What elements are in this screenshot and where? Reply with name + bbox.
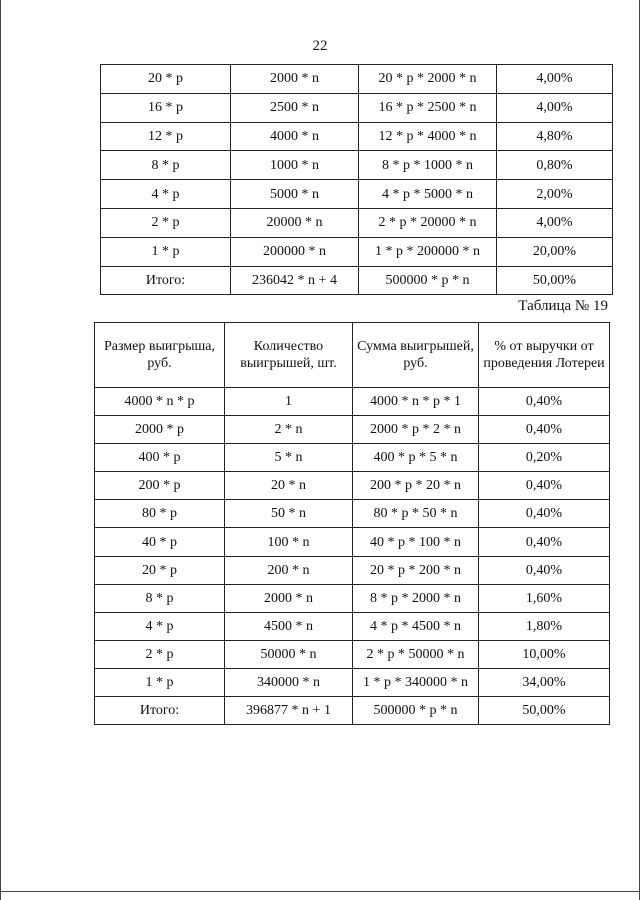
table-row [95,388,610,416]
table-cell: 200 * р * 20 * n [353,472,479,500]
scan-bottom-edge [0,891,640,892]
table-cell: 2000 * n [231,65,359,94]
table-cell: 2 * р * 50000 * n [353,640,479,668]
table-row [95,584,610,612]
table-cell: 396877 * n + 1 [225,697,353,725]
table-row [95,444,610,472]
table-cell: 4,00% [497,65,613,94]
table-cell: Итого: [95,697,225,725]
table-cell: 100 * n [225,528,353,556]
table-cell: 1 [225,388,353,416]
table-18-body [101,65,613,295]
table-cell: 1 * р [101,237,231,266]
header-prize-count: Количество выигрышей, шт. [225,323,353,388]
table-cell: 10,00% [479,640,610,668]
table-row [101,122,613,151]
table-cell: 200 * n [225,556,353,584]
table-row [95,640,610,668]
table-cell: 4,80% [497,122,613,151]
table-cell: 34,00% [479,668,610,696]
header-prize-size: Размер выигрыша, руб. [95,323,225,388]
table-cell: 5 * n [225,444,353,472]
table-row [95,500,610,528]
table-cell: 2000 * р * 2 * n [353,416,479,444]
table-cell: 500000 * р * n [359,266,497,295]
table-cell: 500000 * р * n [353,697,479,725]
table-cell: 1 * р [95,668,225,696]
table-cell: 340000 * n [225,668,353,696]
table-row [95,668,610,696]
table-cell: 20 * р [101,65,231,94]
table-cell: 8 * р [95,584,225,612]
table-19 [94,322,610,725]
table-cell: 4000 * n * р [95,388,225,416]
table-cell: 4,00% [497,93,613,122]
table-19-header-row [95,323,610,388]
table-cell: 2,00% [497,180,613,209]
table-cell: 2000 * n [225,584,353,612]
table-cell: 50,00% [497,266,613,295]
table-row [101,208,613,237]
table-cell: 1 * р * 200000 * n [359,237,497,266]
table-cell: 2500 * n [231,93,359,122]
table-cell: 4 * р * 4500 * n [353,612,479,640]
table-cell: 400 * р [95,444,225,472]
table-cell: 4 * р [95,612,225,640]
table-cell: 12 * р * 4000 * n [359,122,497,151]
table-cell: 0,80% [497,151,613,180]
table-row [101,151,613,180]
table-cell: 4 * р * 5000 * n [359,180,497,209]
page-number: 22 [312,38,328,54]
table-row [101,65,613,94]
table-cell: 200 * р [95,472,225,500]
table-cell: 16 * р [101,93,231,122]
table-cell: 50,00% [479,697,610,725]
table-cell: 0,40% [479,528,610,556]
header-prize-sum: Сумма выигрышей, руб. [353,323,479,388]
table-cell: 20 * р * 200 * n [353,556,479,584]
table-row [95,528,610,556]
table-row [101,237,613,266]
table-cell: 12 * р [101,122,231,151]
table-cell: 4500 * n [225,612,353,640]
table-cell: 4,00% [497,208,613,237]
table-row [101,93,613,122]
table-cell: 0,40% [479,500,610,528]
table-cell: 200000 * n [231,237,359,266]
table-cell: 50 * n [225,500,353,528]
table-cell: 1,80% [479,612,610,640]
table-cell: Итого: [101,266,231,295]
table-cell: 80 * р [95,500,225,528]
table-cell: 20 * р [95,556,225,584]
table-cell: 20,00% [497,237,613,266]
table-cell: 2000 * р [95,416,225,444]
table-row [95,472,610,500]
table-cell: 4 * р [101,180,231,209]
table-cell: 80 * р * 50 * n [353,500,479,528]
table-cell: 8 * р * 1000 * n [359,151,497,180]
table-cell: 5000 * n [231,180,359,209]
table-cell: 4000 * n * р * 1 [353,388,479,416]
table-cell: 0,40% [479,388,610,416]
table-cell: 50000 * n [225,640,353,668]
table-cell: 4000 * n [231,122,359,151]
table-cell: 0,40% [479,472,610,500]
table-row [95,416,610,444]
table-cell: 0,20% [479,444,610,472]
table-cell: 20 * р * 2000 * n [359,65,497,94]
table-cell: 20 * n [225,472,353,500]
table-cell: 8 * р * 2000 * n [353,584,479,612]
table-row [95,697,610,725]
table-row [95,612,610,640]
table-row [101,180,613,209]
table-cell: 16 * р * 2500 * n [359,93,497,122]
header-revenue-percent: % от выручки от проведения Лотереи [479,323,610,388]
table-cell: 20000 * n [231,208,359,237]
table-18-continuation [100,64,613,295]
table-cell: 236042 * n + 4 [231,266,359,295]
table-cell: 2 * р [101,208,231,237]
scan-left-edge [0,0,1,900]
table-cell: 2 * n [225,416,353,444]
table-cell: 2 * р [95,640,225,668]
table-cell: 1000 * n [231,151,359,180]
table-19-caption: Таблица № 19 [518,298,608,314]
table-cell: 2 * р * 20000 * n [359,208,497,237]
table-cell: 1,60% [479,584,610,612]
table-cell: 40 * р [95,528,225,556]
table-cell: 400 * р * 5 * n [353,444,479,472]
table-cell: 8 * р [101,151,231,180]
table-cell: 0,40% [479,556,610,584]
table-cell: 1 * р * 340000 * n [353,668,479,696]
table-cell: 0,40% [479,416,610,444]
table-row [95,556,610,584]
table-row [101,266,613,295]
table-cell: 40 * р * 100 * n [353,528,479,556]
table-19-body [95,388,610,725]
